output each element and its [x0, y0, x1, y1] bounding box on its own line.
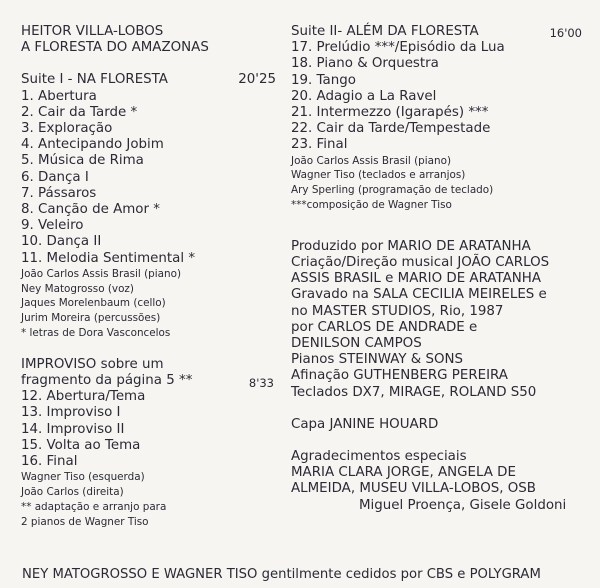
credit-line: Wagner Tiso (esquerda): [21, 471, 145, 484]
track-item: 22. Cair da Tarde/Tempestade: [291, 121, 491, 137]
production-line: DENILSON CAMPOS: [291, 336, 422, 352]
credit-line: João Carlos (direita): [21, 486, 124, 499]
production-line: Produzido por MARIO DE ARATANHA: [291, 238, 531, 254]
track-item: 15. Volta ao Tema: [21, 437, 141, 453]
credit-line: Wagner Tiso (teclados e arranjos): [291, 169, 466, 182]
track-item: 5. Música de Rima: [21, 153, 144, 169]
lyrics-note: * letras de Dora Vasconcelos: [21, 327, 171, 340]
track-item: 11. Melodia Sentimental *: [21, 250, 196, 266]
track-item: 20. Adagio a La Ravel: [291, 88, 437, 104]
suite1-duration: 20'25: [238, 72, 276, 88]
credit-line: 2 pianos de Wagner Tiso: [21, 515, 149, 528]
suite2-track-list: [291, 40, 586, 153]
credit-line: Jaques Morelenbaum (cello): [21, 297, 166, 310]
track-item: 12. Abertura/Tema: [21, 389, 146, 405]
track-item: 7. Pássaros: [21, 185, 97, 201]
track-item: 9. Veleiro: [21, 218, 84, 234]
improviso-duration: 8'33: [248, 376, 274, 391]
track-item: 6. Dança I: [21, 169, 89, 185]
credit-line: ** adaptação e arranjo para: [21, 500, 167, 513]
credit-line: Ney Matogrosso (voz): [21, 282, 134, 295]
production-line: Teclados DX7, MIRAGE, ROLAND S50: [291, 384, 537, 400]
thanks-heading: Agradecimentos especiais: [291, 449, 467, 465]
acknowledgements: [291, 449, 586, 514]
footer-note: NEY MATOGROSSO E WAGNER TISO gentilmente cedidos por CBS e POLYGRAM: [22, 567, 541, 582]
production-line: Pianos STEINWAY & SONS: [291, 352, 464, 368]
left-column: [21, 24, 276, 529]
track-item: 10. Dança II: [21, 234, 102, 250]
suite1-heading: [21, 72, 276, 88]
track-item: 21. Intermezzo (Igarapés) ***: [291, 105, 489, 121]
suite2-duration: 16'00: [549, 26, 582, 40]
production-line: Afinação GUTHENBERG PEREIRA: [291, 368, 508, 384]
credit-line: Ary Sperling (programação de teclado): [291, 184, 494, 197]
production-line: Gravado na SALA CECILIA MEIRELES e: [291, 287, 547, 303]
track-item: 13. Improviso I: [21, 405, 121, 421]
suite2-heading: [291, 24, 586, 40]
track-item: 2. Cair da Tarde *: [21, 104, 138, 120]
track-item: 3. Exploração: [21, 121, 113, 137]
track-item: 19. Tango: [291, 72, 356, 88]
track-item: 17. Prelúdio ***/Episódio da Lua: [291, 40, 505, 56]
production-line: no MASTER STUDIOS, Rio, 1987: [291, 303, 504, 319]
suite1-credits: [21, 267, 276, 341]
production-credits: [291, 239, 586, 401]
composition-note: ***composição de Wagner Tiso: [291, 199, 452, 212]
credit-line: João Carlos Assis Brasil (piano): [21, 267, 181, 280]
cover-credit: Capa JANINE HOUARD: [291, 416, 439, 432]
work-title: A FLORESTA DO AMAZONAS: [21, 40, 209, 56]
right-column: [291, 24, 586, 514]
improviso-heading-2: [21, 373, 276, 389]
suite2-credits: [291, 154, 586, 213]
composer-name: HEITOR VILLA-LOBOS: [21, 24, 164, 39]
suite1-title: Suite I - NA FLORESTA: [21, 72, 168, 88]
improviso-title: fragmento da página 5 **: [21, 373, 193, 389]
improviso-heading-1: IMPROVISO sobre um: [21, 356, 164, 372]
improviso-track-list: [21, 389, 276, 470]
improviso-credits: [21, 470, 276, 529]
thanks-line: Miguel Proença, Gisele Goldoni: [359, 497, 567, 513]
track-item: 23. Final: [291, 137, 348, 153]
credit-line: Jurim Moreira (percussões): [21, 312, 161, 325]
track-item: 1. Abertura: [21, 88, 97, 104]
production-line: Criação/Direção musical JOÃO CARLOS: [291, 255, 550, 271]
track-item: 8. Canção de Amor *: [21, 202, 160, 218]
production-line: por CARLOS DE ANDRADE e: [291, 319, 478, 335]
suite2-title: Suite II- ALÉM DA FLORESTA: [291, 24, 479, 39]
suite1-track-list: [21, 89, 276, 267]
track-item: 18. Piano & Orquestra: [291, 56, 439, 72]
thanks-line: MARIA CLARA JORGE, ANGELA DE: [291, 465, 516, 481]
track-item: 4. Antecipando Jobim: [21, 137, 164, 153]
production-line: ASSIS BRASIL e MARIO DE ARATANHA: [291, 271, 542, 287]
thanks-line: ALMEIDA, MUSEU VILLA-LOBOS, OSB: [291, 481, 536, 497]
track-item: 16. Final: [21, 454, 78, 470]
credit-line: João Carlos Assis Brasil (piano): [291, 154, 451, 167]
track-item: 14. Improviso II: [21, 421, 125, 437]
